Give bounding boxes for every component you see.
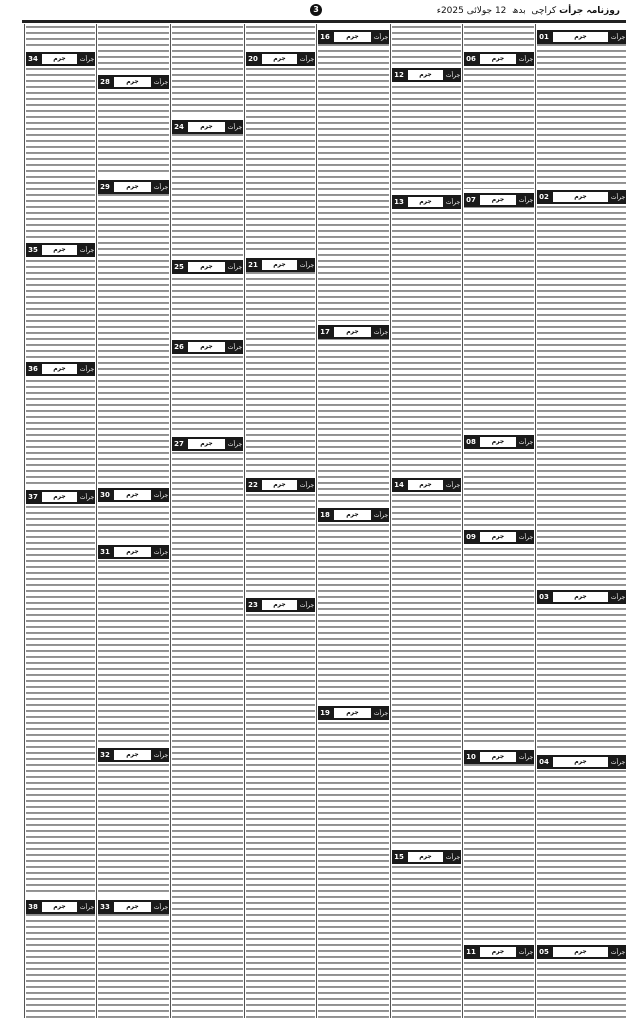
newspaper-logo: جرأت xyxy=(445,853,461,861)
newspaper-logo: جرأت xyxy=(518,438,534,446)
crime-story-header xyxy=(464,193,534,207)
newspaper-logo: جرأت xyxy=(445,481,461,489)
crime-story-header xyxy=(318,508,389,522)
story-label: جرم xyxy=(188,439,225,449)
paper-name: روزنامہ جرأت xyxy=(559,6,620,16)
crime-story-header xyxy=(98,900,169,914)
newspaper-logo: جرأت xyxy=(610,33,626,41)
story-label: جرم xyxy=(114,750,151,760)
newspaper-logo: جرأت xyxy=(227,440,243,448)
story-number: 16 xyxy=(320,33,330,41)
crime-story-header xyxy=(172,340,243,354)
crime-story-header xyxy=(26,243,95,257)
crime-story-header xyxy=(318,325,389,339)
date: 12 جولائی 2025ء xyxy=(436,6,507,16)
story-number: 02 xyxy=(539,193,549,201)
crime-story-header xyxy=(246,598,315,612)
newspaper-logo: جرأت xyxy=(153,903,169,911)
story-label: جرم xyxy=(480,437,516,447)
story-number: 38 xyxy=(28,903,38,911)
story-label: جرم xyxy=(114,77,151,87)
newspaper-logo: جرأت xyxy=(153,78,169,86)
story-label: جرم xyxy=(42,364,77,374)
crime-story-header xyxy=(26,362,95,376)
news-column xyxy=(537,24,626,1018)
crime-story-header xyxy=(464,750,534,764)
newspaper-logo: جرأت xyxy=(373,511,389,519)
story-number: 29 xyxy=(100,183,110,191)
story-number: 34 xyxy=(28,55,38,63)
story-label: جرم xyxy=(334,708,371,718)
story-label: جرم xyxy=(408,197,443,207)
story-number: 22 xyxy=(248,481,258,489)
story-label: جرم xyxy=(262,600,297,610)
story-label: جرم xyxy=(480,752,516,762)
story-number: 01 xyxy=(539,33,549,41)
newspaper-logo: جرأت xyxy=(299,481,315,489)
newspaper-logo: جرأت xyxy=(227,263,243,271)
story-label: جرم xyxy=(480,54,516,64)
crime-story-header xyxy=(246,478,315,492)
newspaper-logo: جرأت xyxy=(153,491,169,499)
crime-story-header xyxy=(98,180,169,194)
story-number: 11 xyxy=(466,948,476,956)
story-number: 05 xyxy=(539,948,549,956)
crime-story-header xyxy=(537,590,626,604)
newspaper-logo: جرأت xyxy=(610,593,626,601)
crime-story-header xyxy=(98,545,169,559)
crime-story-header xyxy=(464,945,534,959)
story-number: 14 xyxy=(394,481,404,489)
news-column xyxy=(98,24,169,1018)
crime-story-header xyxy=(98,748,169,762)
story-number: 07 xyxy=(466,196,476,204)
story-number: 36 xyxy=(28,365,38,373)
story-number: 37 xyxy=(28,493,38,501)
news-column xyxy=(392,24,461,1018)
story-number: 26 xyxy=(174,343,184,351)
story-number: 19 xyxy=(320,709,330,717)
crime-story-header xyxy=(26,52,95,66)
story-number: 25 xyxy=(174,263,184,271)
news-column xyxy=(464,24,534,1018)
story-number: 03 xyxy=(539,593,549,601)
newspaper-logo: جرأت xyxy=(227,343,243,351)
crime-story-header xyxy=(26,900,95,914)
story-number: 23 xyxy=(248,601,258,609)
newspaper-logo: جرأت xyxy=(518,55,534,63)
story-label: جرم xyxy=(262,480,297,490)
news-column xyxy=(246,24,315,1018)
newspaper-logo: جرأت xyxy=(610,193,626,201)
newspaper-logo: جرأت xyxy=(153,548,169,556)
newspaper-logo: جرأت xyxy=(518,753,534,761)
story-number: 18 xyxy=(320,511,330,519)
newspaper-logo: جرأت xyxy=(518,948,534,956)
masthead-dateline xyxy=(437,6,620,16)
story-label: جرم xyxy=(408,480,443,490)
story-label: جرم xyxy=(42,492,77,502)
story-number: 30 xyxy=(100,491,110,499)
masthead xyxy=(0,0,628,22)
newspaper-logo: جرأت xyxy=(79,55,95,63)
story-label: جرم xyxy=(42,902,77,912)
crime-story-header xyxy=(537,190,626,204)
newspaper-logo: جرأت xyxy=(610,948,626,956)
story-number: 20 xyxy=(248,55,258,63)
crime-story-header xyxy=(537,945,626,959)
story-label: جرم xyxy=(408,852,443,862)
newspaper-logo: جرأت xyxy=(227,123,243,131)
story-label: جرم xyxy=(114,490,151,500)
crime-story-header xyxy=(98,488,169,502)
news-column xyxy=(26,24,95,1018)
newspaper-logo: جرأت xyxy=(373,709,389,717)
story-label: جرم xyxy=(553,592,608,602)
story-label: جرم xyxy=(188,122,225,132)
story-label: جرم xyxy=(480,195,516,205)
story-label: جرم xyxy=(408,70,443,80)
story-number: 13 xyxy=(394,198,404,206)
news-column xyxy=(318,24,389,1018)
story-label: جرم xyxy=(480,532,516,542)
story-label: جرم xyxy=(188,342,225,352)
newspaper-logo: جرأت xyxy=(445,198,461,206)
crime-story-header xyxy=(392,68,461,82)
city: کراچی xyxy=(531,6,557,16)
newspaper-logo: جرأت xyxy=(79,903,95,911)
crime-story-header xyxy=(392,850,461,864)
story-label: جرم xyxy=(553,947,608,957)
story-label: جرم xyxy=(334,32,371,42)
day: بدھ xyxy=(512,6,526,16)
newspaper-logo: جرأت xyxy=(299,261,315,269)
story-number: 12 xyxy=(394,71,404,79)
crime-story-header xyxy=(537,30,626,44)
newspaper-logo: جرأت xyxy=(79,365,95,373)
story-label: جرم xyxy=(553,192,608,202)
story-number: 24 xyxy=(174,123,184,131)
newspaper-logo: جرأت xyxy=(299,55,315,63)
newspaper-logo: جرأت xyxy=(373,33,389,41)
header-rule xyxy=(22,20,626,23)
crime-story-header xyxy=(172,120,243,134)
story-number: 04 xyxy=(539,758,549,766)
story-number: 27 xyxy=(174,440,184,448)
story-number: 31 xyxy=(100,548,110,556)
story-label: جرم xyxy=(114,182,151,192)
story-number: 09 xyxy=(466,533,476,541)
story-label: جرم xyxy=(334,327,371,337)
newspaper-logo: جرأت xyxy=(153,751,169,759)
newspaper-logo: جرأت xyxy=(373,328,389,336)
story-label: جرم xyxy=(262,54,297,64)
story-label: جرم xyxy=(114,902,151,912)
newspaper-logo: جرأت xyxy=(79,493,95,501)
crime-story-header xyxy=(537,755,626,769)
story-label: جرم xyxy=(188,262,225,272)
crime-story-header xyxy=(392,478,461,492)
crime-story-header xyxy=(318,706,389,720)
story-label: جرم xyxy=(553,757,608,767)
newspaper-logo: جرأت xyxy=(445,71,461,79)
newspaper-logo: جرأت xyxy=(518,196,534,204)
crime-story-header xyxy=(464,435,534,449)
story-number: 17 xyxy=(320,328,330,336)
story-number: 08 xyxy=(466,438,476,446)
story-number: 10 xyxy=(466,753,476,761)
story-number: 28 xyxy=(100,78,110,86)
story-number: 21 xyxy=(248,261,258,269)
story-label: جرم xyxy=(553,32,608,42)
crime-story-header xyxy=(26,490,95,504)
crime-story-header xyxy=(246,258,315,272)
story-label: جرم xyxy=(480,947,516,957)
newspaper-logo: جرأت xyxy=(153,183,169,191)
newspaper-logo: جرأت xyxy=(518,533,534,541)
story-number: 33 xyxy=(100,903,110,911)
story-label: جرم xyxy=(42,54,77,64)
crime-story-header xyxy=(98,75,169,89)
newspaper-logo: جرأت xyxy=(79,246,95,254)
story-number: 32 xyxy=(100,751,110,759)
crime-story-header xyxy=(318,30,389,44)
crime-story-header xyxy=(172,260,243,274)
page-number: 3 xyxy=(310,4,322,16)
newspaper-logo: جرأت xyxy=(299,601,315,609)
story-number: 35 xyxy=(28,246,38,254)
story-label: جرم xyxy=(42,245,77,255)
story-number: 15 xyxy=(394,853,404,861)
crime-story-header xyxy=(246,52,315,66)
story-number: 06 xyxy=(466,55,476,63)
crime-story-header xyxy=(172,437,243,451)
story-label: جرم xyxy=(334,510,371,520)
story-label: جرم xyxy=(114,547,151,557)
crime-story-header xyxy=(464,530,534,544)
story-label: جرم xyxy=(262,260,297,270)
crime-story-header xyxy=(464,52,534,66)
crime-story-header xyxy=(392,195,461,209)
newspaper-logo: جرأت xyxy=(610,758,626,766)
news-column xyxy=(172,24,243,1018)
